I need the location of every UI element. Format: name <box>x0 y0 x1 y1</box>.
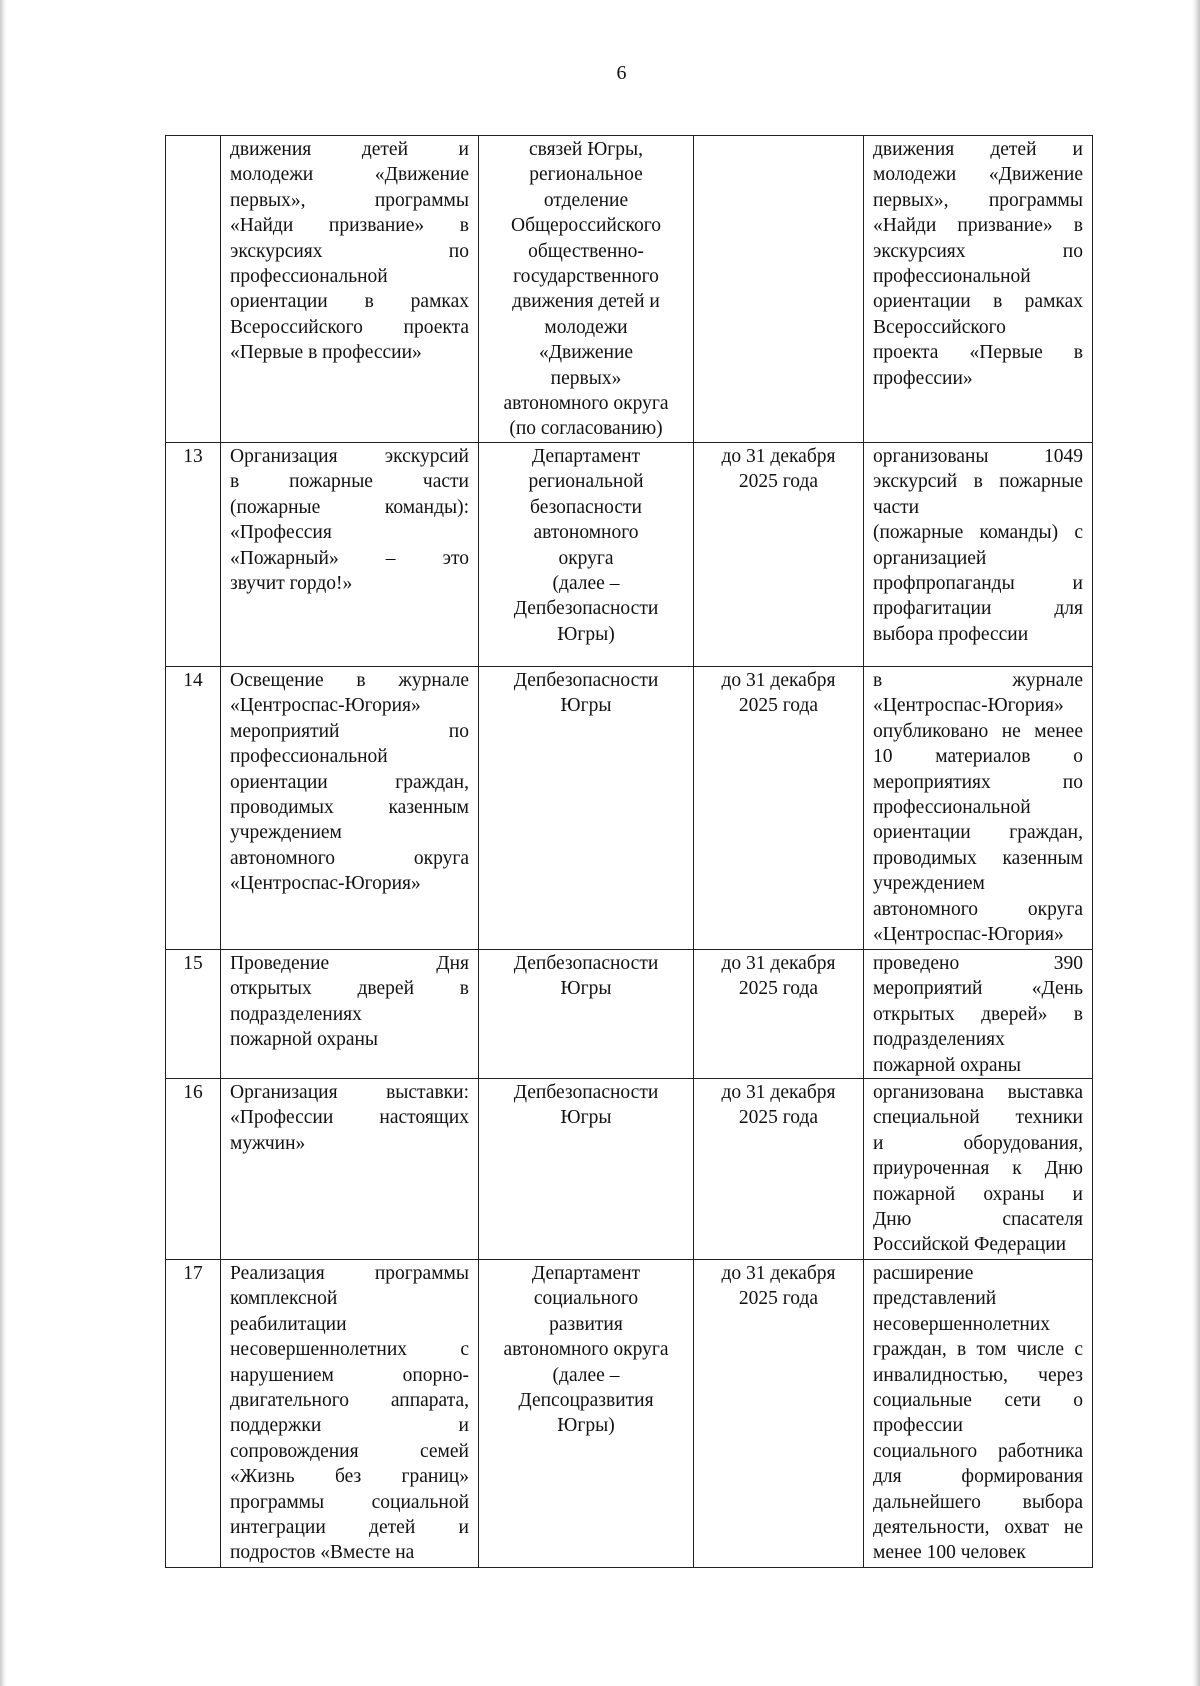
result-line: мероприятиях по <box>873 771 1083 793</box>
result-line: открытых дверей» в <box>873 1003 1083 1025</box>
page-number: 6 <box>616 62 627 84</box>
deadline-cell <box>694 666 864 949</box>
deadline-line: 2025 года <box>738 978 819 1000</box>
result-line: социальные сети о <box>873 1389 1083 1411</box>
name-line: «Центроспас-Югория» <box>230 873 421 895</box>
executor-line: первых» <box>550 367 622 389</box>
result-line: профессии <box>873 1415 963 1437</box>
name-line: первых», программы <box>230 189 469 211</box>
executor-line: Депбезопасности <box>513 669 659 691</box>
executor-line: автономного <box>533 522 639 544</box>
result-cell <box>864 1078 1093 1259</box>
result-line: несовершеннолетних <box>873 1313 1051 1335</box>
deadline-line: до 31 декабря <box>721 952 836 974</box>
row-number: 14 <box>166 666 221 949</box>
result-line: организацией <box>873 547 987 569</box>
name-line: «Найди призвание» в <box>230 215 469 237</box>
result-cell <box>864 666 1093 949</box>
result-line: Всероссийского <box>873 316 1006 338</box>
result-line: менее 100 человек <box>873 1542 1026 1564</box>
row-number: 15 <box>166 949 221 1078</box>
name-line: ориентации в рамках <box>230 291 469 313</box>
executor-line: безопасности <box>530 496 642 518</box>
name-line: Реализация программы <box>230 1262 469 1284</box>
table-row <box>166 1078 1093 1259</box>
name-line: открытых дверей в <box>230 978 469 1000</box>
result-line: опубликовано не менее <box>873 720 1083 742</box>
result-line: приуроченная к Дню <box>873 1158 1083 1180</box>
result-line: (пожарные команды) с <box>873 522 1083 544</box>
table-row <box>166 1259 1093 1567</box>
result-line: расширение <box>873 1262 974 1284</box>
event-name-cell <box>221 1078 479 1259</box>
executor-line: связей Югры, <box>528 139 643 160</box>
result-line: «Найди призвание» в <box>873 215 1083 237</box>
executor-cell <box>479 1078 694 1259</box>
result-line: ориентации граждан, <box>873 822 1083 844</box>
table-row <box>166 136 1093 443</box>
executor-line: (далее – <box>552 572 620 594</box>
executor-line: Общероссийского <box>511 215 661 237</box>
event-name-cell <box>221 1259 479 1567</box>
deadline-cell <box>694 136 864 443</box>
name-line: автономного округа <box>230 847 469 869</box>
row-number <box>166 136 221 443</box>
result-line: 10 материалов о <box>873 746 1083 768</box>
result-line: дальнейшего выбора <box>873 1491 1083 1513</box>
result-line: автономного округа <box>873 898 1083 920</box>
executor-cell <box>479 666 694 949</box>
event-name-cell <box>221 949 479 1078</box>
result-line: экскурсиях по <box>873 240 1083 262</box>
name-line: программы социальной <box>230 1491 469 1513</box>
executor-line: региональной <box>528 471 644 493</box>
executor-line: Югры <box>560 1107 612 1129</box>
row-number: 17 <box>166 1259 221 1567</box>
name-line: молодежи «Движение <box>230 164 469 186</box>
executor-line: Департамент <box>531 445 641 467</box>
executor-line: (по согласованию) <box>509 418 663 440</box>
result-line: «Центроспас-Югория» <box>873 695 1064 717</box>
name-line: «Первые в профессии» <box>230 342 422 364</box>
result-cell <box>864 136 1093 443</box>
result-line: проводимых казенным <box>873 847 1083 869</box>
result-line: мероприятий «День <box>873 978 1083 1000</box>
result-line: учреждением <box>873 873 985 895</box>
executor-line: Депбезопасности <box>513 598 659 620</box>
result-line: организованы 1049 <box>873 445 1083 467</box>
name-line: звучит гордо!» <box>230 572 353 594</box>
table-row <box>166 666 1093 949</box>
result-line: движения детей и <box>873 139 1083 160</box>
name-line: комплексной <box>230 1288 338 1310</box>
result-line: представлений <box>873 1288 997 1310</box>
scan-edge-right <box>1192 0 1200 1686</box>
name-line: мероприятий по <box>230 720 469 742</box>
result-line: Дню спасателя <box>873 1208 1083 1230</box>
name-line: ориентации граждан, <box>230 771 469 793</box>
executor-line: Департамент <box>531 1262 641 1284</box>
name-line: интеграции детей и <box>230 1516 469 1538</box>
result-line: части <box>873 496 920 518</box>
name-line: экскурсиях по <box>230 240 469 262</box>
result-line: граждан, в том числе с <box>873 1339 1083 1361</box>
table-row <box>166 442 1093 666</box>
result-line: организована выставка <box>873 1081 1083 1103</box>
name-line: Организация выставки: <box>230 1081 469 1103</box>
result-line: и оборудования, <box>873 1132 1083 1154</box>
executor-cell <box>479 1259 694 1567</box>
deadline-line: 2025 года <box>738 695 819 717</box>
name-line: (пожарные команды): <box>230 496 469 518</box>
executor-cell <box>479 949 694 1078</box>
name-line: подразделениях <box>230 1003 362 1025</box>
event-name-cell <box>221 136 479 443</box>
name-line: двигательного аппарата, <box>230 1389 469 1411</box>
executor-line: развития <box>549 1313 623 1335</box>
result-line: проекта «Первые в <box>873 342 1083 364</box>
result-line: для формирования <box>873 1466 1083 1488</box>
executor-line: Депсоцразвития <box>518 1389 654 1411</box>
event-name-cell <box>221 666 479 949</box>
row-number: 16 <box>166 1078 221 1259</box>
executor-line: молодежи <box>544 316 628 338</box>
result-line: специальной техники <box>873 1107 1083 1129</box>
result-line: Российской Федерации <box>873 1234 1067 1256</box>
result-line: пожарной охраны <box>873 1054 1022 1076</box>
executor-cell <box>479 442 694 666</box>
result-line: профессии» <box>873 367 973 389</box>
result-line: проведено 390 <box>873 952 1083 974</box>
name-line: проводимых казенным <box>230 796 469 818</box>
executor-line: автономного округа <box>503 393 669 415</box>
result-line: в журнале <box>873 669 1083 691</box>
name-line: Проведение Дня <box>230 952 469 974</box>
events-table-body <box>166 136 1093 1568</box>
name-line: нарушением опорно- <box>230 1364 469 1386</box>
result-line: инвалидностью, через <box>873 1364 1083 1386</box>
deadline-line: 2025 года <box>738 1107 819 1129</box>
result-line: молодежи «Движение <box>873 164 1083 186</box>
result-line: профпропаганды и <box>873 572 1083 594</box>
result-cell <box>864 442 1093 666</box>
executor-line: государственного <box>513 266 659 288</box>
scan-edge-left <box>0 0 7 1686</box>
deadline-cell <box>694 1078 864 1259</box>
deadline-line: до 31 декабря <box>721 445 836 467</box>
executor-line: Югры) <box>557 1415 615 1437</box>
result-line: ориентации в рамках <box>873 291 1083 313</box>
result-line: первых», программы <box>873 189 1083 211</box>
executor-line: социального <box>533 1288 639 1310</box>
name-line: движения детей и <box>230 139 469 160</box>
deadline-line: до 31 декабря <box>721 1262 836 1284</box>
result-line: выбора профессии <box>873 623 1029 645</box>
result-line: экскурсий в пожарные <box>873 471 1083 493</box>
result-cell <box>864 949 1093 1078</box>
name-line: «Центроспас-Югория» <box>230 695 421 717</box>
name-line: «Профессия <box>230 522 332 544</box>
executor-line: региональное <box>529 164 643 186</box>
deadline-line: до 31 декабря <box>721 1081 836 1103</box>
name-line: «Жизнь без границ» <box>230 1466 469 1488</box>
name-line: «Пожарный» – это <box>230 547 469 569</box>
deadline-cell <box>694 442 864 666</box>
executor-line: автономного округа <box>503 1339 669 1361</box>
deadline-cell <box>694 1259 864 1567</box>
name-line: учреждением <box>230 822 342 844</box>
result-line: подразделениях <box>873 1029 1005 1051</box>
name-line: Всероссийского проекта <box>230 316 469 338</box>
name-line: сопровождения семей <box>230 1440 469 1462</box>
table-row <box>166 949 1093 1078</box>
result-cell <box>864 1259 1093 1567</box>
result-line: «Центроспас-Югория» <box>873 923 1064 945</box>
name-line: в пожарные части <box>230 471 469 493</box>
name-line: подростов «Вместе на <box>230 1542 415 1564</box>
deadline-line: до 31 декабря <box>721 669 836 691</box>
name-line: реабилитации <box>230 1313 347 1335</box>
name-line: несовершеннолетних с <box>230 1339 469 1361</box>
name-line: мужчин» <box>230 1132 306 1154</box>
result-line: профессиональной <box>873 266 1031 288</box>
name-line: Организация экскурсий <box>230 445 469 467</box>
events-table <box>165 135 1093 1568</box>
result-line: деятельности, охват не <box>873 1516 1083 1538</box>
executor-line: (далее – <box>552 1364 620 1386</box>
executor-line: Югры <box>560 978 612 1000</box>
name-line: профессиональной <box>230 746 388 768</box>
deadline-line: 2025 года <box>738 1288 819 1310</box>
executor-line: «Движение <box>538 342 634 364</box>
name-line: пожарной охраны <box>230 1029 379 1051</box>
executor-line: отделение <box>543 189 629 211</box>
name-line: поддержки и <box>230 1415 469 1437</box>
result-line: социального работника <box>873 1440 1083 1462</box>
name-line: «Профессии настоящих <box>230 1107 469 1129</box>
executor-line: Югры <box>560 695 612 717</box>
executor-line: Депбезопасности <box>513 952 659 974</box>
name-line: Освещение в журнале <box>230 669 469 691</box>
executor-line: округа <box>558 547 614 569</box>
result-line: профессиональной <box>873 796 1031 818</box>
executor-cell <box>479 136 694 443</box>
result-line: профагитации для <box>873 598 1083 620</box>
name-line: профессиональной <box>230 266 388 288</box>
deadline-line: 2025 года <box>738 471 819 493</box>
executor-line: движения детей и <box>512 291 660 313</box>
executor-line: Депбезопасности <box>513 1081 659 1103</box>
executor-line: общественно- <box>528 240 644 262</box>
deadline-cell <box>694 949 864 1078</box>
executor-line: Югры) <box>557 623 615 645</box>
event-name-cell <box>221 442 479 666</box>
row-number: 13 <box>166 442 221 666</box>
result-line: пожарной охраны и <box>873 1183 1083 1205</box>
